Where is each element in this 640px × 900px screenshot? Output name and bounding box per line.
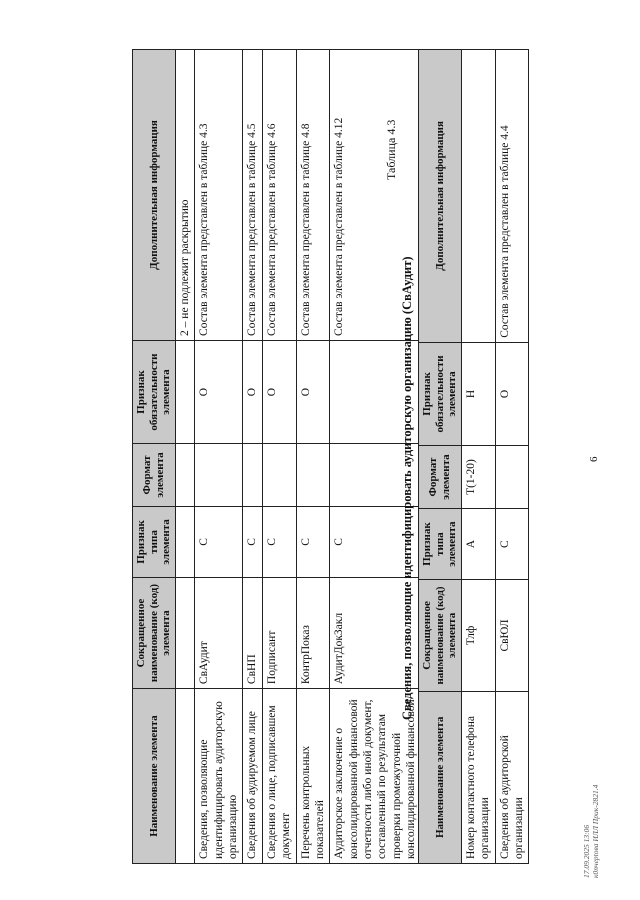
cell-required: О — [243, 340, 262, 443]
cell-required: О — [296, 340, 330, 443]
table-header-row — [419, 50, 462, 864]
cell-type: С — [330, 506, 436, 577]
table-row — [296, 50, 330, 864]
table-label: Таблица 4.3 — [384, 119, 398, 180]
cell-code: СвЮЛ — [495, 580, 529, 691]
header-element-name: Наименование элемента — [419, 691, 462, 863]
table-header-row — [133, 50, 176, 864]
cell-type: С — [195, 506, 243, 577]
cell-format — [495, 446, 529, 509]
cell-required — [175, 340, 194, 443]
cell-code: АудитДокЗакл — [330, 578, 436, 689]
header-additional-info: Дополнительная информация — [133, 50, 176, 341]
cell-required: О — [262, 340, 296, 443]
cell-info: Состав элемента представлен в таблице 4.3 — [195, 50, 243, 341]
cell-info: 2 – не подлежит раскрытию — [175, 50, 194, 341]
footer-line-date: 17.09.2025 13:06 — [582, 824, 591, 878]
table-row — [262, 50, 296, 864]
cell-code: Подписант — [262, 578, 296, 689]
cell-type — [175, 506, 194, 577]
table-row — [243, 50, 262, 864]
cell-name: Номер контактного телефона организации — [461, 691, 495, 863]
cell-required: Н — [461, 342, 495, 445]
header-type: Признак типа элемента — [419, 508, 462, 579]
header-additional-info: Дополнительная информация — [419, 50, 462, 343]
header-type: Признак типа элемента — [133, 506, 176, 577]
cell-format — [243, 444, 262, 507]
header-required: Признак обязательности элемента — [133, 340, 176, 443]
cell-code: КонтрПоказ — [296, 578, 330, 689]
cell-format — [262, 444, 296, 507]
cell-name: Сведения о лице, подписавшем документ — [262, 689, 296, 864]
cell-type: А — [461, 508, 495, 579]
page-number: 6 — [588, 456, 600, 462]
cell-name: Сведения об аудиторской организации — [495, 691, 529, 863]
header-element-name: Наименование элемента — [133, 689, 176, 864]
auditor-table — [418, 49, 529, 864]
cell-type: С — [495, 508, 529, 579]
cell-format — [195, 444, 243, 507]
header-format: Формат элемента — [419, 446, 462, 509]
table-row — [195, 50, 243, 864]
footer-stamp — [582, 785, 600, 878]
cell-type: С — [243, 506, 262, 577]
header-format: Формат элемента — [133, 444, 176, 507]
cell-type: С — [296, 506, 330, 577]
header-code: Сокращенное наименование (код) элемента — [419, 580, 462, 691]
cell-code: Тлф — [461, 580, 495, 691]
header-required: Признак обязательности элемента — [419, 342, 462, 445]
cell-format — [175, 444, 194, 507]
footer-line-ref: к0пчерtова ИЛЛ Прик-2821.4 — [591, 784, 600, 878]
cell-name — [175, 689, 194, 864]
cell-info: Состав элемента представлен в таблице 4.5 — [243, 50, 262, 341]
cell-code: СвАудит — [195, 578, 243, 689]
cell-format: T(1-20) — [461, 446, 495, 509]
cell-info: Состав элемента представлен в таблице 4.6 — [262, 50, 296, 341]
cell-info: Состав элемента представлен в таблице 4.8 — [296, 50, 330, 341]
cell-type: С — [262, 506, 296, 577]
cell-info: Состав элемента представлен в таблице 4.12 — [330, 50, 436, 341]
table-row — [175, 50, 194, 864]
cell-code — [175, 578, 194, 689]
table-row — [461, 50, 495, 864]
cell-required: О — [495, 342, 529, 445]
table-row — [495, 50, 529, 864]
cell-name: Сведения об аудируемом лице — [243, 689, 262, 864]
cell-required: О — [195, 340, 243, 443]
table-caption: Сведения, позволяющие идентифицировать аудиторскую организацию (СвАудит) — [400, 256, 414, 720]
cell-info — [461, 50, 495, 343]
cell-name: Перечень контрольных показателей — [296, 689, 330, 864]
cell-code: СвНП — [243, 578, 262, 689]
cell-name: Аудиторское заключение о консолидированной финансовой отчетности либо иной документ, составленный по результатам проверки промежуточной консолидированной финансовой — [330, 689, 436, 864]
cell-info: Состав элемента представлен в таблице 4.4 — [495, 50, 529, 343]
cell-name: Сведения, позволяющие идентифицировать аудиторскую организацию — [195, 689, 243, 864]
header-code: Сокращенное наименование (код) элемента — [133, 578, 176, 689]
cell-format — [296, 444, 330, 507]
